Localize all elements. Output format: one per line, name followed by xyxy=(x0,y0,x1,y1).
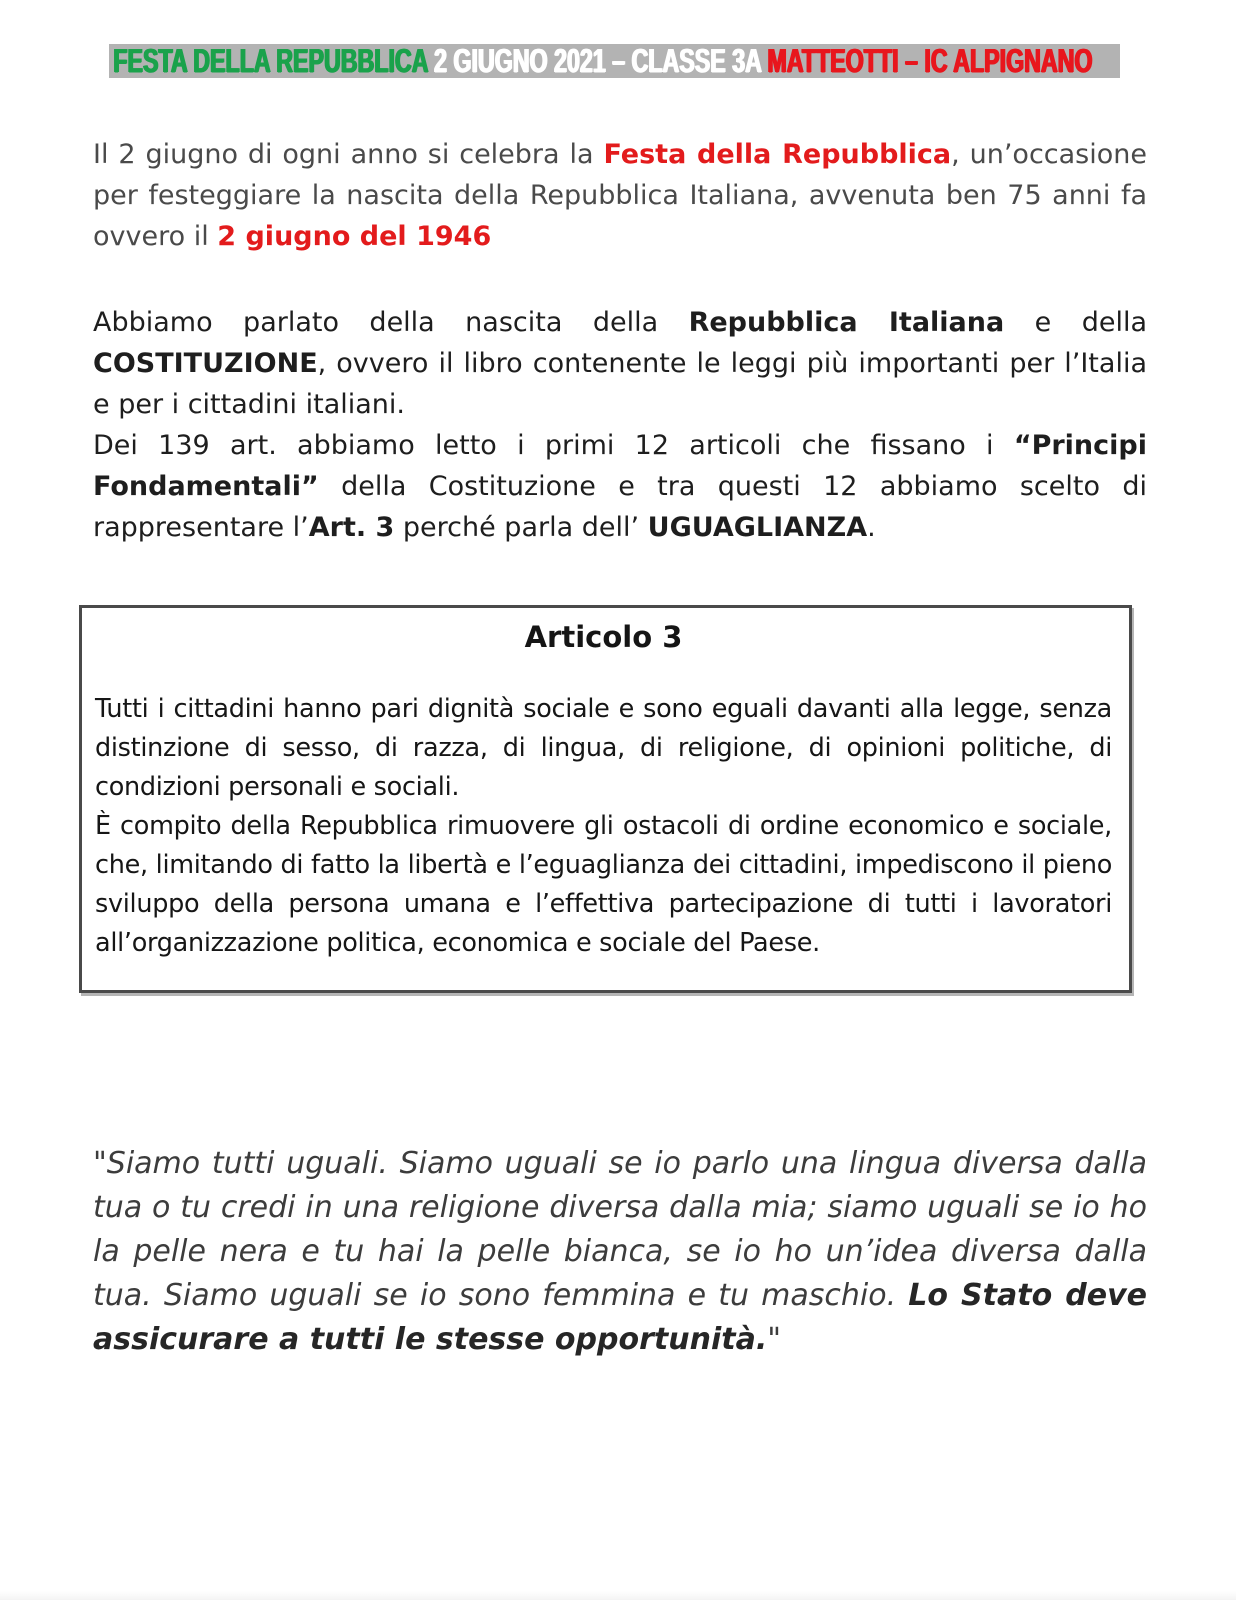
text-segment: e della xyxy=(1004,307,1147,338)
text-segment: Repubblica Italiana xyxy=(688,307,1005,338)
text-segment: 2 giugno del 1946 xyxy=(217,221,492,252)
text-segment: Art. 3 xyxy=(308,512,395,543)
constitution-paragraph-part-1 xyxy=(93,302,1147,425)
text-segment: Abbiamo parlato della nascita della xyxy=(93,307,689,338)
text-segment: Dei 139 art. abbiamo letto i primi 12 articoli che fissano i xyxy=(93,430,1014,461)
text-segment: “Principi Fondamentali” xyxy=(93,430,1147,502)
text-segment: " xyxy=(767,1322,782,1357)
scan-artifact xyxy=(0,1591,1236,1600)
text-segment: Il 2 giugno di ogni anno si celebra la xyxy=(93,139,604,170)
text-segment: . xyxy=(867,512,876,543)
article-3-box xyxy=(79,605,1132,993)
constitution-paragraph-part-2 xyxy=(93,425,1147,548)
text-segment: della Costituzione e tra questi 12 abbiamo scelto di rappresentare l’ xyxy=(93,471,1147,543)
constitution-paragraph xyxy=(93,302,1147,548)
text-segment: UGUAGLIANZA xyxy=(647,512,868,543)
text-segment: Lo Stato deve assicurare a tutti le stesse opportunità. xyxy=(93,1278,1147,1357)
text-segment: "Siamo tutti uguali. Siamo uguali se io parlo una lingua diversa dalla tua o tu credi in una religione diversa dalla mia; siamo uguali se io ho la pelle nera e tu hai la pelle bianca, se io ho un’idea diversa dalla tua. Siamo uguali se io sono femmina e tu maschio. xyxy=(93,1146,1147,1313)
text-segment: COSTITUZIONE xyxy=(93,348,318,379)
document-title xyxy=(109,42,1093,80)
text-segment: , ovvero il libro contenente le leggi più importanti per l’Italia e per i cittadini italiani. xyxy=(93,348,1147,420)
title-school-name: MATTEOTTI – IC ALPIGNANO xyxy=(767,42,1093,79)
title-festa-della-repubblica: FESTA DELLA REPUBBLICA xyxy=(113,42,428,79)
intro-paragraph xyxy=(93,134,1147,257)
text-segment: , un’occasione per festeggiare la nascita della Repubblica Italiana, avvenuta ben 75 anni fa ovvero il xyxy=(93,139,1147,252)
document-title-banner xyxy=(109,44,1120,78)
article-3-heading: Articolo 3 xyxy=(524,620,683,654)
title-date-and-class: 2 GIUGNO 2021 – CLASSE 3A xyxy=(427,42,768,79)
article-3-second-comma: È compito della Repubblica rimuovere gli ostacoli di ordine economico e sociale, che, limitando di fatto la libertà e l’eguaglianza dei cittadini, impediscono il pieno sviluppo della persona umana e l’effettiva partecipazione di tutti i lavoratori all’organizzazione politica, economica e sociale del Paese. xyxy=(95,811,1112,958)
article-3-first-comma: Tutti i cittadini hanno pari dignità sociale e sono eguali davanti alla legge, senza distinzione di sesso, di razza, di lingua, di religione, di opinioni politiche, di condizioni personali e sociali. xyxy=(95,694,1112,802)
text-segment: Festa della Repubblica xyxy=(603,139,952,170)
text-segment: perché parla dell’ xyxy=(394,512,648,543)
equality-quote xyxy=(93,1142,1147,1362)
